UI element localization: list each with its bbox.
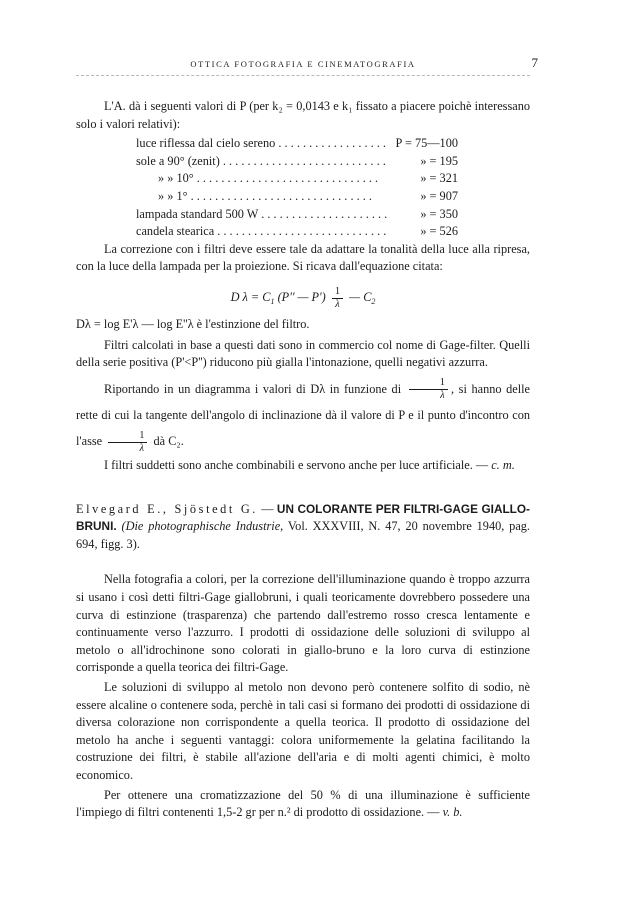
article-citation: Vol. XXXVIII, N. 47, 20 novembre 1940, pag. 694, figg. 3). [76, 519, 531, 551]
value-label: luce riflessa dal cielo sereno . . . [136, 135, 388, 153]
value-label: sole a 90° (zenit) . . . [136, 153, 388, 171]
formula-left: D λ = C [230, 289, 271, 304]
value-eq: P = 75—100 [388, 135, 458, 153]
fraction-numerator: 1 [332, 286, 343, 299]
diagram-paragraph [76, 376, 530, 455]
value-eq: » = 526 [388, 223, 458, 241]
value-label: candela stearica . . . [136, 223, 388, 241]
extinction-formula [76, 280, 530, 314]
signature: v. b. [442, 805, 463, 820]
fraction-denominator: λ [139, 443, 145, 455]
article-authors: Elvegard E., Sjöstedt G. [76, 501, 258, 516]
filters-paragraph: Filtri calcolati in base a questi dati sono in commercio col nome di Gage-filter. Quelli della serie positiva (P'<P'') riducono più gialla l'intonazione, quelli negativi azzurra. [76, 337, 530, 370]
page-number: 7 [531, 55, 538, 70]
running-title: OTTICA FOTOGRAFIA E CINEMATOGRAFIA [190, 59, 416, 69]
values-row [136, 188, 458, 206]
values-row [136, 170, 458, 188]
fraction-numerator: 1 [108, 430, 147, 443]
diagram-text-3: dà C₂. [153, 434, 184, 449]
fraction-denominator: λ [335, 298, 340, 310]
diagram-text-2: , si hanno delle rette di cui la tangente dell'angolo di inclinazione dà il valore di P e il punto d'incontro con l'asse [76, 381, 531, 449]
value-eq: » = 195 [388, 153, 458, 171]
fraction-denominator: λ [440, 390, 445, 402]
heading-separator: — [257, 501, 277, 516]
final-paragraph [76, 457, 530, 475]
values-table [136, 135, 458, 241]
correction-paragraph: La correzione con i filtri deve essere tale da adattare la tonalità della luce alla ripresa, con la luce della lampada per la proiezione. Si ricava dall'equazione citata: [76, 241, 530, 274]
article-title: UN COLORANTE PER FILTRI-GAGE GIALLO-BRUNI. [76, 501, 530, 534]
article-journal: (Die photographische Industrie, [121, 519, 284, 534]
article-heading [76, 501, 530, 554]
article-paragraph [76, 787, 530, 822]
value-label: » » 10° . . . [136, 170, 388, 188]
inline-fraction [409, 377, 448, 402]
intro-paragraph: L'A. dà i seguenti valori di P (per k₂ = 0,0143 e k₁ fissato a piacere poichè interessano solo i valori relativi): [76, 99, 530, 131]
header-rule [76, 75, 530, 76]
page [76, 55, 538, 822]
formula-sub2: 2 [371, 296, 376, 306]
diagram-text-1: Riportando in un diagramma i valori di Dλ in funzione di [104, 381, 402, 396]
formula-sub1: 1 [270, 296, 275, 306]
formula-middle: (P'' — P') [274, 289, 329, 304]
article-paragraph: Le soluzioni di sviluppo al metolo non devono però contenere solfito di sodio, nè essere alcaline o contenere soda, perchè in tali casi si formano dei prodotti di ossidazione di diversa colorazione non corrispondente a quella teorica. Il prodotto di ossidazione del metolo ha anche i seguenti vantaggi: colora uniformemente la gelatina facilitando la costruzione dei filtri, è stabile all'azione dell'aria e di molti agenti chimici, è molto economico. [76, 680, 530, 782]
values-row [136, 206, 458, 224]
final-text: I filtri suddetti sono anche combinabili e servono anche per luce artificiale. — [104, 458, 489, 473]
formula-right: — C [346, 289, 372, 304]
article-paragraph-text: Per ottenere una cromatizzazione del 50 % di una illuminazione è sufficiente l'impiego di filtri contenenti 1,5-2 gr per n.² di prodotto di ossidazione. — [76, 787, 530, 820]
article-paragraph: Nella fotografia a colori, per la correzione dell'illuminazione quando è troppo azzurra si usano i così detti filtri-Gage giallobruni, i quali teoricamente dovrebbero possedere una curva di estinzione (trasparenza) che partendo dall'estremo rosso cresca lentamente e continuamente verso l'azzurro. I prodotti di ossidazione delle soluzioni di sviluppo al metolo o all'idrochinone sono colorati in giallo-bruno e la loro curva di estinzione corrisponde a quella teorica dei filtri-Gage. [76, 572, 530, 675]
values-row [136, 153, 458, 171]
values-row [136, 223, 458, 241]
values-row [136, 135, 458, 153]
fraction-numerator: 1 [409, 377, 448, 390]
formula-fraction [332, 286, 343, 311]
value-eq: » = 321 [388, 170, 458, 188]
value-eq: » = 350 [388, 206, 458, 224]
signature: c. m. [491, 458, 515, 473]
article-body [76, 571, 530, 821]
value-label: » » 1° . . . [136, 188, 388, 206]
page-header [76, 55, 538, 75]
value-label: lampada standard 500 W . . . [136, 206, 388, 224]
dlambda-definition: Dλ = log E'λ — log E''λ è l'estinzione del filtro. [76, 316, 310, 331]
inline-fraction [108, 430, 147, 455]
value-eq: » = 907 [388, 188, 458, 206]
